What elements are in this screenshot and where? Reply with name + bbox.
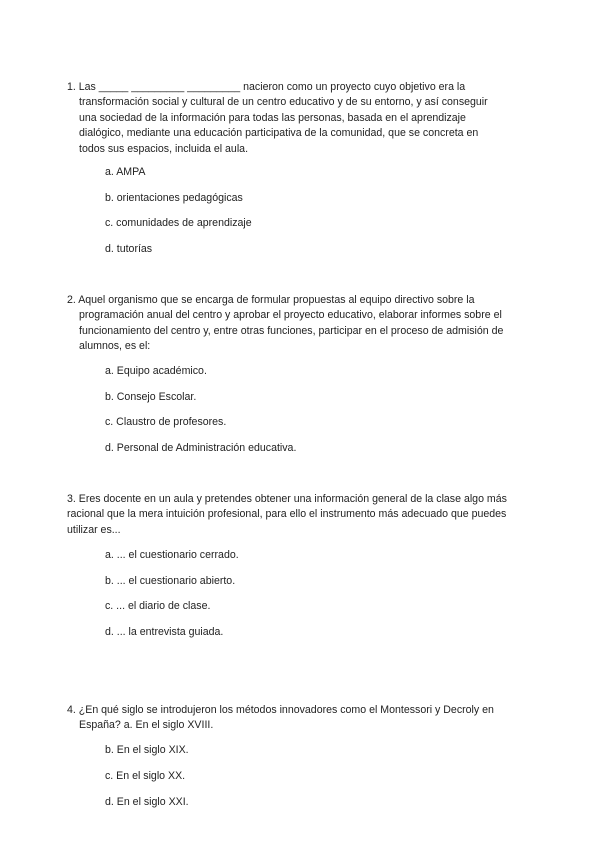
- question-2-text: 2. Aquel organismo que se encarga de formular propuestas al equipo directivo sobre la programación anual del centro y aprobar el proyecto educativo, elaborar informes sobre el funcionamiento del centro y, entre otras funciones, participar en el proceso de admisión de alumnos, es el:: [67, 294, 504, 353]
- question-3-option-c: c. ... el diario de clase.: [105, 600, 211, 612]
- question-4-option-d: d. En el siglo XXI.: [105, 796, 189, 808]
- question-3-option-b: b. ... el cuestionario abierto.: [105, 575, 236, 587]
- question-2-option-c: c. Claustro de profesores.: [105, 416, 227, 428]
- question-4-option-b: b. En el siglo XIX.: [105, 744, 189, 756]
- question-1-option-d: d. tutorías: [105, 243, 153, 255]
- question-4-text: 4. ¿En qué siglo se introdujeron los métodos innovadores como el Montessori y Decroly en España? a. En el siglo XVIII.: [67, 704, 494, 732]
- question-2-option-d: d. Personal de Administración educativa.: [105, 442, 297, 454]
- question-2: [67, 293, 507, 355]
- question-1-option-c: c. comunidades de aprendizaje: [105, 217, 252, 229]
- question-4-option-c: c. En el siglo XX.: [105, 770, 186, 782]
- question-1-option-b: b. orientaciones pedagógicas: [105, 192, 243, 204]
- question-3: [67, 492, 507, 538]
- question-2-option-a: a. Equipo académico.: [105, 365, 207, 377]
- question-3-option-d: d. ... la entrevista guiada.: [105, 626, 224, 638]
- question-1-option-a: a. AMPA: [105, 166, 146, 178]
- question-1: [67, 80, 507, 157]
- question-1-text: 1. Las _____ _________ _________ nacieron como un proyecto cuyo objetivo era la transformación social y cultural de un centro educativo y de su entorno, y así conseguir una sociedad de la información para todas las personas, basada en el aprendizaje dialógico, mediante una educación participativa de la comunidad, que se concreta en todos sus espacios, incluida el aula.: [67, 81, 488, 155]
- question-3-text: 3. Eres docente en un aula y pretendes obtener una información general de la clase algo más racional que la mera intuición profesional, para ello el instrumento más adecuado que puedes utilizar es...: [67, 493, 507, 536]
- question-3-option-a: a. ... el cuestionario cerrado.: [105, 549, 239, 561]
- question-2-option-b: b. Consejo Escolar.: [105, 391, 197, 403]
- question-4: [67, 703, 507, 734]
